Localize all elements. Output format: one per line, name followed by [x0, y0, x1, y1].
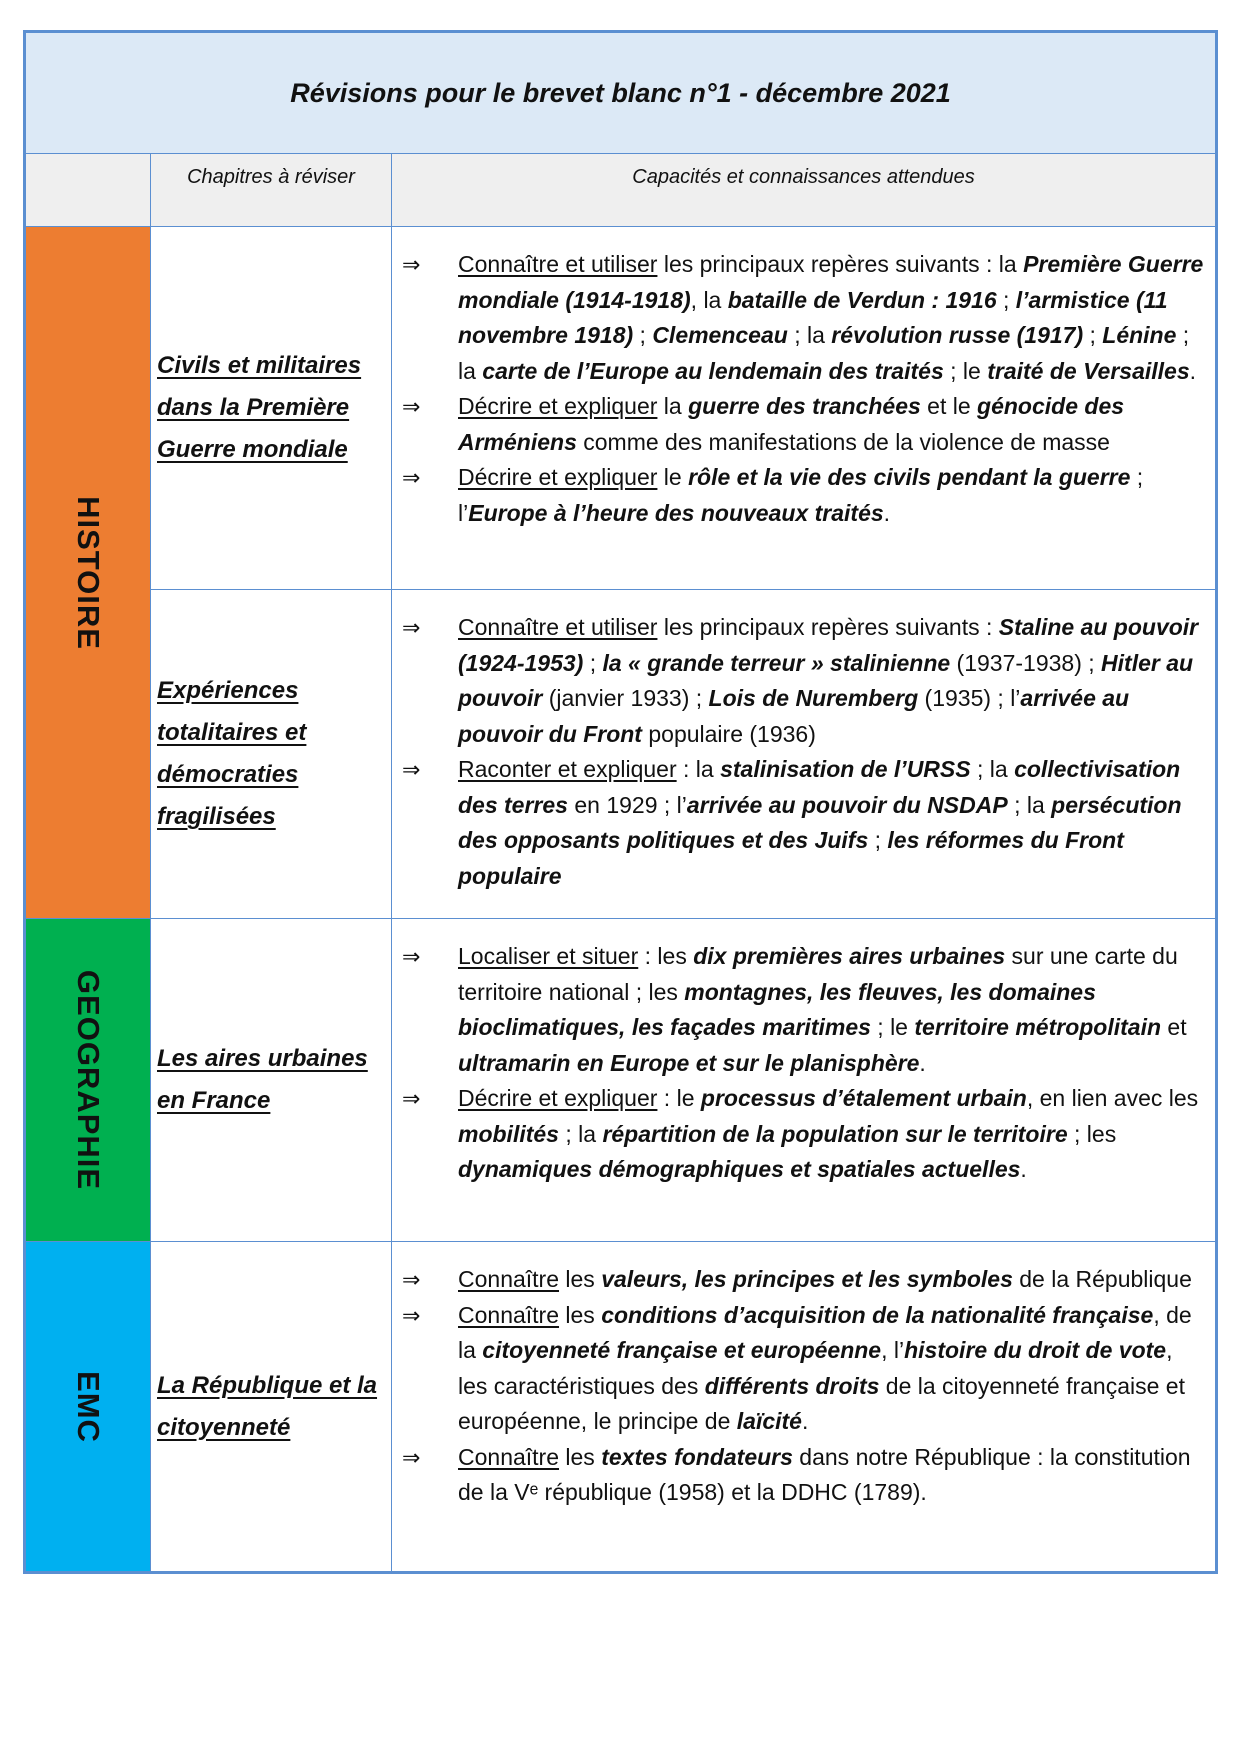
table-row — [26, 1242, 1216, 1572]
key-term: Europe à l’heure des nouveaux traités — [468, 499, 884, 526]
key-term: Lénine — [1102, 322, 1177, 348]
arrow-icon: ⇒ — [402, 1267, 421, 1292]
text-segment: ; — [633, 322, 653, 348]
text-segment: , les caractéristiques des — [458, 1337, 1173, 1399]
action-verb: Connaître et utiliser — [458, 614, 658, 640]
list-item — [402, 752, 1207, 894]
revision-table — [25, 32, 1216, 1572]
text-segment: ; l’ — [458, 464, 1144, 526]
capacity-text — [458, 939, 1207, 1081]
subject-label: HISTOIRE — [71, 495, 106, 650]
arrow-icon: ⇒ — [402, 1302, 421, 1328]
key-term: histoire du droit de vote — [904, 1337, 1167, 1363]
subject-cell-emc — [26, 1242, 151, 1572]
subject-cell-geographie — [26, 919, 151, 1242]
text-segment: . — [919, 1049, 926, 1076]
chapter-title: Expériences totalitaires et démocraties fragilisées — [157, 677, 307, 830]
key-term: bataille de Verdun : 1916 — [727, 286, 997, 313]
text-segment: ; la — [558, 1120, 603, 1147]
key-term: collectivisation des terres — [458, 756, 1181, 818]
key-term: traité de Versailles — [987, 357, 1190, 384]
text-segment: les principaux repères suivants : — [657, 614, 999, 640]
chapter-cell — [151, 590, 392, 919]
subject-cell-histoire — [26, 227, 151, 919]
text-segment: de la République — [1012, 1266, 1192, 1292]
text-segment: les — [559, 1443, 602, 1470]
text-segment: ; la — [458, 322, 1190, 384]
arrow-icon: ⇒ — [402, 1086, 421, 1111]
key-term: valeurs, les principes et les symboles — [601, 1266, 1013, 1292]
text-segment: . — [1189, 357, 1197, 384]
capacities-cell — [392, 1242, 1216, 1572]
text-segment: . — [1020, 1156, 1027, 1182]
list-item — [402, 1298, 1207, 1440]
text-segment: les — [559, 1266, 602, 1292]
action-verb: Connaître — [458, 1266, 560, 1292]
text-segment: : la — [676, 756, 721, 782]
chapter-title: Civils et militaires dans la Première Guerre mondiale — [157, 352, 362, 463]
key-term: arrivée au pouvoir du Front — [458, 685, 1130, 747]
key-term: processus d’étalement urbain — [700, 1085, 1027, 1111]
key-term: guerre des tranchées — [688, 393, 921, 419]
key-term: stalinisation de l’URSS — [720, 756, 971, 782]
text-segment: ; — [868, 827, 888, 853]
subject-label: EMC — [71, 1370, 106, 1443]
text-segment: de la citoyenneté française et européenne, le principe de — [458, 1372, 1185, 1434]
key-term: arrivée au pouvoir du NSDAP — [686, 791, 1008, 818]
text-segment: , en lien avec les — [1026, 1085, 1199, 1111]
key-term: Lois de Nuremberg — [708, 685, 919, 711]
table-row — [26, 919, 1216, 1242]
text-segment: ; la — [787, 322, 832, 348]
title-row — [26, 33, 1216, 154]
text-segment: ; les — [1067, 1120, 1117, 1147]
key-term: Première Guerre mondiale (1914-1918) — [458, 251, 1204, 313]
text-segment: . — [801, 1408, 809, 1434]
key-term: conditions d’acquisition de la nationalité française — [601, 1301, 1154, 1328]
list-item — [402, 389, 1207, 460]
text-segment: ; la — [1007, 791, 1052, 818]
action-verb: Décrire et expliquer — [458, 1085, 658, 1111]
text-segment: dans notre République : la constitution de la Vᵉ république (1958) et la DDHC (1789). — [458, 1443, 1191, 1505]
text-segment: : le — [657, 1085, 701, 1111]
key-term: Clemenceau — [652, 322, 788, 348]
text-segment: ; le — [943, 357, 988, 384]
key-term: ultramarin en Europe et sur le planisphère — [458, 1049, 920, 1076]
text-segment: et — [1161, 1014, 1187, 1040]
action-verb: Décrire et expliquer — [458, 393, 658, 419]
text-segment: les — [559, 1301, 602, 1328]
key-term: répartition de la population sur le territoire — [602, 1120, 1068, 1147]
text-segment: ; le — [870, 1014, 915, 1040]
list-item — [402, 1081, 1207, 1188]
key-term: persécution des opposants politiques et des Juifs — [458, 791, 1182, 853]
text-segment: , de la — [458, 1301, 1192, 1363]
key-term: dynamiques démographiques et spatiales actuelles — [458, 1156, 1021, 1182]
key-term: la « grande terreur » stalinienne — [602, 649, 951, 676]
capacity-text — [458, 389, 1207, 460]
subject-label: GEOGRAPHIE — [71, 969, 106, 1191]
header-chapters: Chapitres à réviser — [151, 154, 392, 227]
text-segment: ; — [583, 649, 603, 676]
page-title: Révisions pour le brevet blanc n°1 - décembre 2021 — [26, 33, 1216, 154]
text-segment: . — [883, 499, 891, 526]
capacity-text — [458, 460, 1207, 531]
arrow-icon: ⇒ — [402, 394, 421, 419]
key-term: montagnes, les fleuves, les domaines bioclimatiques, les façades maritimes — [458, 978, 1096, 1040]
action-verb: Localiser et situer — [458, 943, 639, 969]
text-segment: les principaux repères suivants : la — [657, 251, 1024, 277]
capacities-cell — [392, 227, 1216, 590]
text-segment: (1935) ; l’ — [918, 685, 1021, 711]
key-term: Staline au pouvoir (1924-1953) — [458, 614, 1199, 676]
table-row — [26, 227, 1216, 590]
capacities-cell — [392, 590, 1216, 919]
chapter-title: La République et la citoyenneté — [157, 1371, 378, 1441]
action-verb: Raconter et expliquer — [458, 756, 677, 782]
capacity-text — [458, 610, 1207, 752]
arrow-icon: ⇒ — [402, 465, 421, 490]
capacity-text — [458, 1298, 1207, 1440]
text-segment: (janvier 1933) ; — [542, 685, 709, 711]
key-term: mobilités — [458, 1120, 559, 1147]
capacity-text — [458, 1440, 1207, 1511]
text-segment: la — [657, 393, 689, 419]
list-item — [402, 247, 1207, 389]
key-term: génocide des Arméniens — [458, 393, 1125, 455]
text-segment: et le — [920, 393, 978, 419]
arrow-icon: ⇒ — [402, 615, 421, 640]
key-term: carte de l’Europe au lendemain des traités — [482, 357, 944, 384]
key-term: citoyenneté française et européenne — [482, 1337, 882, 1363]
action-verb: Décrire et expliquer — [458, 464, 658, 490]
capacity-text — [458, 752, 1207, 894]
text-segment: ; — [1083, 322, 1103, 348]
text-segment: ; — [996, 286, 1016, 313]
chapter-cell — [151, 1242, 392, 1572]
revision-sheet — [23, 30, 1218, 1574]
text-segment: (1937-1938) ; — [950, 649, 1102, 676]
table-row — [26, 590, 1216, 919]
list-item — [402, 460, 1207, 531]
action-verb: Connaître — [458, 1301, 560, 1328]
capacity-text — [458, 247, 1207, 389]
key-term: laïcité — [736, 1408, 802, 1434]
arrow-icon: ⇒ — [402, 757, 421, 782]
arrow-icon: ⇒ — [402, 252, 421, 277]
text-segment: : les — [638, 943, 694, 969]
text-segment: le — [657, 464, 689, 490]
text-segment: populaire (1936) — [641, 720, 816, 747]
text-segment: , la — [690, 286, 728, 313]
capacity-text — [458, 1081, 1207, 1188]
header-capacities: Capacités et connaissances attendues — [392, 154, 1216, 227]
list-item — [402, 1262, 1207, 1298]
text-segment: sur une carte du territoire national ; les — [458, 943, 1178, 1005]
text-segment: en 1929 ; l’ — [567, 791, 687, 818]
text-segment: , l’ — [881, 1337, 905, 1363]
chapter-cell — [151, 919, 392, 1242]
key-term: différents droits — [704, 1372, 880, 1399]
key-term: les réformes du Front populaire — [458, 827, 1124, 889]
capacity-text — [458, 1262, 1207, 1298]
header-blank-cell — [26, 154, 151, 227]
chapter-title: Les aires urbaines en France — [157, 1045, 368, 1114]
action-verb: Connaître — [458, 1443, 560, 1470]
text-segment: comme des manifestations de la violence de masse — [576, 428, 1110, 455]
list-item — [402, 939, 1207, 1081]
arrow-icon: ⇒ — [402, 1444, 421, 1470]
text-segment: ; la — [970, 756, 1015, 782]
key-term: dix premières aires urbaines — [693, 943, 1006, 969]
arrow-icon: ⇒ — [402, 944, 421, 969]
key-term: rôle et la vie des civils pendant la guerre — [688, 464, 1131, 490]
capacities-cell — [392, 919, 1216, 1242]
list-item — [402, 1440, 1207, 1511]
list-item — [402, 610, 1207, 752]
key-term: territoire métropolitain — [914, 1014, 1162, 1040]
key-term: Hitler au pouvoir — [458, 649, 1194, 711]
key-term: textes fondateurs — [601, 1443, 793, 1470]
chapter-cell — [151, 227, 392, 590]
action-verb: Connaître et utiliser — [458, 251, 658, 277]
key-term: révolution russe (1917) — [831, 322, 1084, 348]
key-term: l’armistice (11 novembre 1918) — [458, 286, 1168, 348]
header-row — [26, 154, 1216, 227]
